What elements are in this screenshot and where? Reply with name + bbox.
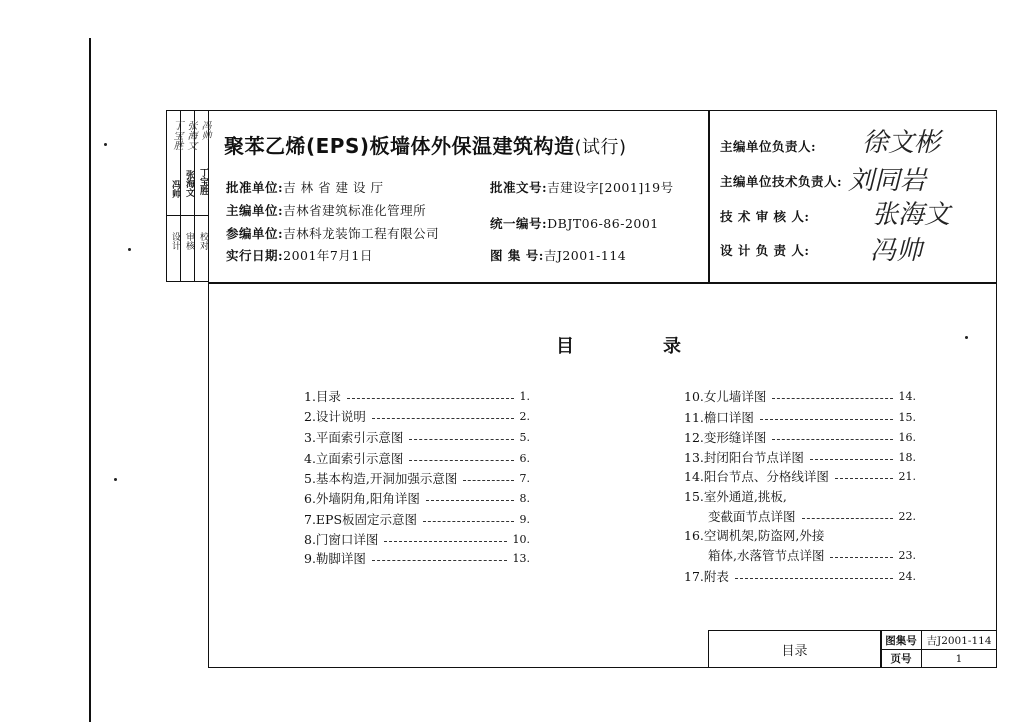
toc-item[interactable]: [304, 386, 530, 406]
scan-dot: [114, 478, 117, 481]
toc-leader: [735, 578, 893, 579]
toc-item[interactable]: [304, 468, 530, 488]
toc-item-label: 7.EPS板固定示意图: [304, 512, 418, 527]
toc-item-label: 1.目录: [304, 389, 341, 404]
responsible-label-3: 技 术 审 核 人:: [720, 209, 810, 224]
approval-unit-value: 吉 林 省 建 设 厅: [283, 180, 384, 195]
title-suffix: (试行): [574, 137, 627, 158]
approval-doc: [490, 178, 674, 196]
toc-item[interactable]: [684, 447, 916, 467]
responsible-signature-4: 冯帅: [870, 236, 923, 266]
header-column-divider: [708, 110, 710, 282]
stamp-divider: [166, 215, 209, 216]
effective-date: [226, 246, 373, 264]
toc-item-label: 14.阳台节点、分格线详图: [684, 469, 829, 484]
title-block-page-value: 1: [955, 652, 963, 665]
toc-heading-left: 目: [556, 336, 574, 357]
toc-item-page: 15.: [898, 410, 916, 424]
toc-item-first-line: 16.空调机架,防盗网,外接: [684, 528, 825, 543]
toc-item-label: 4.立面索引示意图: [304, 451, 404, 466]
stamp-name-2: 张海文: [184, 170, 194, 197]
header-divider: [208, 282, 997, 284]
stamp-signature-3: 冯帅: [199, 120, 210, 140]
toc-item[interactable]: [304, 406, 530, 426]
toc-leader: [426, 500, 514, 501]
toc-item-page: 22.: [898, 509, 916, 523]
toc-item-page: 23.: [898, 548, 916, 562]
stamp-role-check: 校对: [198, 232, 208, 250]
toc-item-label: 11.檐口详图: [684, 410, 754, 425]
responsible-label-1: 主编单位负责人:: [720, 139, 817, 154]
stamp-role-design: 设计: [170, 232, 180, 250]
approval-unit-label: 批准单位:: [226, 180, 284, 195]
editor-unit: [226, 201, 426, 219]
toc-leader: [372, 560, 507, 561]
co-editor-unit: [226, 224, 439, 242]
toc-leader: [347, 398, 514, 399]
toc-item-page: 18.: [898, 450, 916, 464]
toc-item[interactable]: [304, 488, 530, 508]
toc-leader: [835, 478, 893, 479]
toc-item-page: 13.: [512, 551, 530, 565]
scan-dot: [104, 143, 107, 146]
responsible-signature-2: 刘同岩: [848, 166, 927, 196]
scan-dot: [128, 248, 131, 251]
toc-item-label: 10.女儿墙详图: [684, 389, 767, 404]
toc-item-label: 箱体,水落管节点详图: [708, 548, 825, 563]
toc-item-label: 8.门窗口详图: [304, 532, 379, 547]
stamp-signature-1: 丁宝胜: [171, 120, 182, 150]
toc-item-page: 2.: [519, 409, 530, 423]
toc-item-page: 16.: [898, 430, 916, 444]
toc-leader: [772, 398, 892, 399]
toc-item[interactable]: [304, 427, 530, 447]
toc-item[interactable]: [304, 529, 530, 549]
toc-leader: [409, 460, 513, 461]
unified-no: [490, 214, 659, 232]
toc-item-label: 5.基本构造,开洞加强示意图: [304, 471, 458, 486]
toc-item[interactable]: [708, 545, 916, 565]
approval-doc-label: 批准文号:: [490, 180, 548, 195]
effective-date-value: 2001年7月1日: [283, 248, 373, 263]
responsible-label-4: 设 计 负 责 人:: [720, 243, 810, 258]
toc-heading-right: 录: [663, 336, 681, 357]
responsible-signature-1: 徐文彬: [862, 128, 941, 158]
atlas-no: [490, 246, 626, 264]
responsible-signature-3: 张海文: [872, 200, 951, 230]
atlas-no-label: 图 集 号:: [490, 248, 544, 263]
toc-item[interactable]: [684, 466, 916, 486]
unified-no-value: DBJT06-86-2001: [547, 216, 659, 231]
toc-item-page: 8.: [519, 491, 530, 505]
toc-item[interactable]: [684, 427, 916, 447]
title-block-name: 目录: [781, 643, 808, 659]
toc-item[interactable]: [304, 448, 530, 468]
toc-leader: [802, 518, 893, 519]
toc-leader: [760, 419, 893, 420]
toc-item[interactable]: [708, 506, 916, 526]
toc-item-page: 9.: [519, 512, 530, 526]
toc-item[interactable]: [684, 407, 916, 427]
unified-no-label: 统一编号:: [490, 216, 548, 231]
toc-leader: [409, 439, 513, 440]
toc-item-page: 14.: [898, 389, 916, 403]
toc-item-page: 24.: [898, 569, 916, 583]
toc-item[interactable]: [304, 509, 530, 529]
toc-leader: [384, 541, 506, 542]
toc-item-label: 13.封闭阳台节点详图: [684, 450, 804, 465]
stamp-name-1: 冯帅: [170, 180, 180, 198]
toc-item-label: 2.设计说明: [304, 409, 366, 424]
co-editor-value: 吉林科龙装饰工程有限公司: [283, 226, 440, 241]
toc-item-page: 1.: [519, 389, 530, 403]
toc-item-first-line: 15.室外通道,挑板,: [684, 489, 787, 504]
toc-leader: [463, 480, 513, 481]
page-title: [224, 130, 627, 159]
editor-unit-label: 主编单位:: [226, 203, 284, 218]
title-block-page-label: 页号: [890, 653, 912, 665]
editor-unit-value: 吉林省建筑标准化管理所: [283, 203, 427, 218]
toc-item-label: 3.平面索引示意图: [304, 430, 404, 445]
effective-date-label: 实行日期:: [226, 248, 284, 263]
title-main: 聚苯乙烯(EPS)板墙体外保温建筑构造: [224, 134, 575, 158]
stamp-signature-2: 张海文: [185, 120, 196, 150]
toc-item-page: 6.: [519, 451, 530, 465]
toc-item[interactable]: [684, 386, 916, 406]
toc-leader: [372, 418, 514, 419]
responsible-label-2: 主编单位技术负责人:: [720, 174, 843, 189]
title-block-atlas-label: 图集号: [885, 634, 917, 647]
toc-leader: [423, 521, 513, 522]
toc-item-label: 9.勒脚详图: [304, 551, 366, 566]
toc-leader: [830, 557, 892, 558]
toc-leader: [772, 439, 892, 440]
toc-item-label: 6.外墙阴角,阳角详图: [304, 491, 420, 506]
stamp-name-3: 丁宝胜: [198, 168, 208, 195]
toc-item-page: 10.: [512, 532, 530, 546]
binding-line: [89, 38, 91, 722]
toc-item-page: 5.: [519, 430, 530, 444]
title-block-atlas-value: 吉J2001-114: [926, 634, 992, 647]
toc-item[interactable]: [304, 548, 530, 568]
co-editor-label: 参编单位:: [226, 226, 284, 241]
toc-item[interactable]: [684, 566, 916, 586]
toc-item-label: 变截面节点详图: [708, 509, 796, 524]
toc-item-label: 17.附表: [684, 569, 729, 584]
approval-doc-value: 吉建设字[2001]19号: [547, 180, 674, 195]
toc-item-page: 7.: [519, 471, 530, 485]
atlas-no-value: 吉J2001-114: [543, 248, 627, 263]
toc-item-page: 21.: [898, 469, 916, 483]
toc-item-label: 12.变形缝详图: [684, 430, 767, 445]
stamp-role-review: 审核: [184, 232, 194, 250]
approval-unit: [226, 178, 384, 196]
toc-leader: [810, 459, 893, 460]
